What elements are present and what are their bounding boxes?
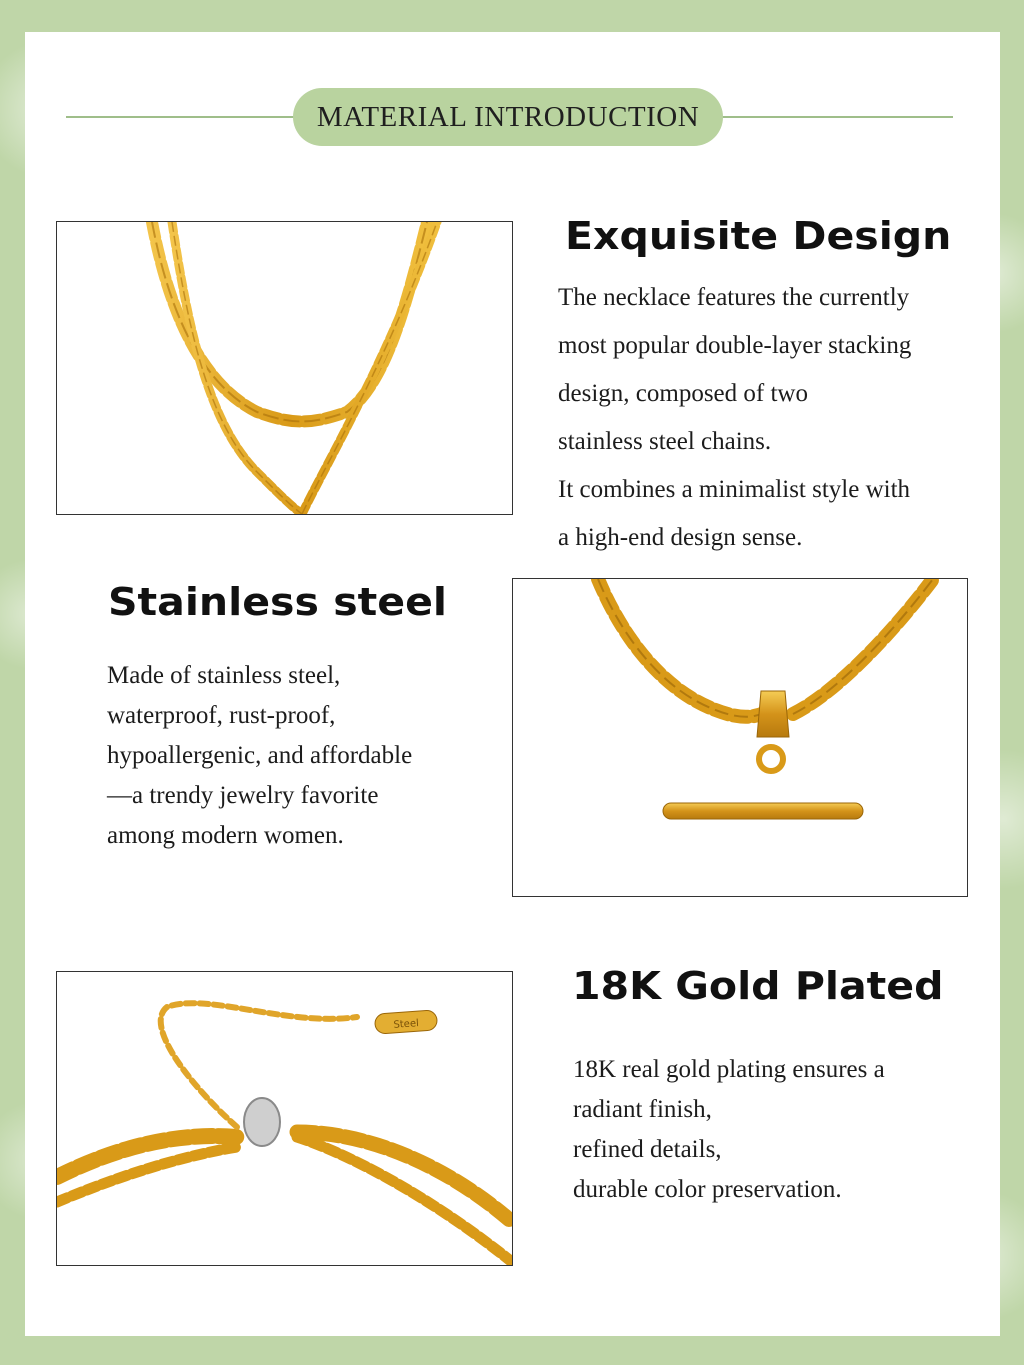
page-title: MATERIAL INTRODUCTION: [293, 88, 723, 146]
section-body-gold: [573, 1050, 885, 1210]
extender-tag-text: Steel: [393, 1018, 420, 1031]
clasp-extender-illustration: [57, 972, 512, 1265]
body-line: Made of stainless steel,: [107, 662, 341, 689]
section-body-design: [558, 274, 911, 562]
body-line: 18K real gold plating ensures a: [573, 1056, 885, 1083]
body-line: most popular double-layer stacking: [558, 332, 912, 359]
body-line: radiant finish,: [573, 1096, 712, 1123]
body-line: stainless steel chains.: [558, 428, 772, 455]
body-line: hypoallergenic, and affordable: [107, 742, 413, 769]
header-line-left: [66, 116, 296, 118]
t-bar-pendant-illustration: [513, 579, 967, 896]
body-line: —a trendy jewelry favorite: [107, 782, 379, 809]
body-line: waterproof, rust-proof,: [107, 702, 336, 729]
section-heading-steel: Stainless steel: [108, 580, 447, 624]
header-line-right: [720, 116, 953, 118]
body-line: It combines a minimalist style with: [558, 476, 911, 503]
section-heading-design: Exquisite Design: [565, 214, 952, 258]
body-line: refined details,: [573, 1136, 722, 1163]
section-body-steel: [107, 656, 412, 856]
double-chain-photo: [56, 221, 513, 515]
clasp-extender-photo: [56, 971, 513, 1266]
body-line: design, composed of two: [558, 380, 808, 407]
double-chain-illustration: [57, 222, 512, 514]
t-bar-pendant-photo: [512, 578, 968, 897]
body-line: a high-end design sense.: [558, 524, 803, 551]
body-line: among modern women.: [107, 822, 344, 849]
section-heading-gold: 18K Gold Plated: [572, 964, 944, 1008]
body-line: The necklace features the currently: [558, 284, 910, 311]
body-line: durable color preservation.: [573, 1176, 842, 1203]
